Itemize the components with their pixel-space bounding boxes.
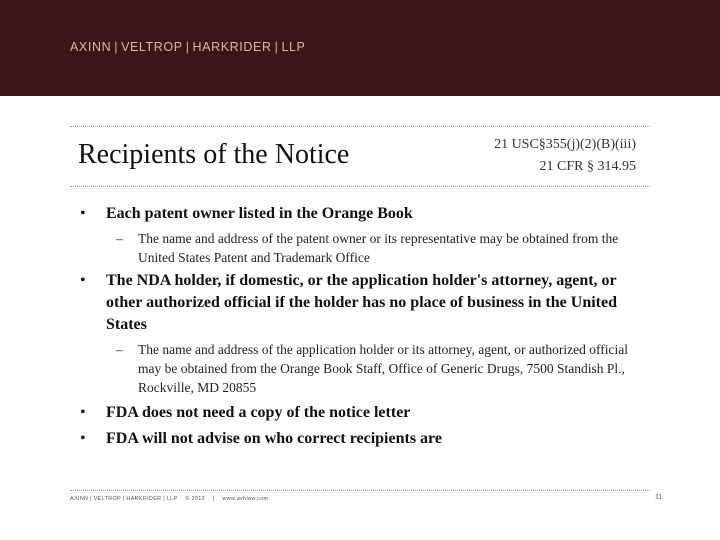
- logo-separator: |: [114, 40, 119, 54]
- sub-bullet-text: The name and address of the application holder or its attorney, agent, or authorized official may be obtained from the Orange Book Staff, Office of Generic Drugs, 7500 Standish Pl., Rockville, MD 20855: [138, 342, 628, 395]
- firm-logo: [70, 40, 305, 54]
- slide-title: Recipients of the Notice: [78, 139, 350, 170]
- bullet-item: [80, 402, 646, 424]
- logo-name-axinn: AXINN: [70, 40, 112, 54]
- bullet-text: Each patent owner listed in the Orange Book: [106, 205, 413, 222]
- logo-separator: |: [185, 40, 190, 54]
- logo-name-llp: LLP: [281, 40, 306, 54]
- footer-firm: AXINN | VELTROP | HARKRIDER | LLP: [70, 496, 178, 502]
- bullet-item: [80, 203, 646, 225]
- footer: [70, 496, 274, 502]
- dash-marker: –: [116, 342, 123, 357]
- bullet-marker: •: [80, 404, 86, 421]
- title-divider: [70, 186, 650, 187]
- footer-website: www.avhlaw.com: [222, 496, 269, 502]
- sub-bullet-item: [116, 229, 638, 267]
- bullet-marker: •: [80, 272, 86, 289]
- top-divider: [70, 126, 650, 127]
- bullet-text: The NDA holder, if domestic, or the application holder's attorney, agent, or other authorized official if the holder has no place of business in the United States: [106, 272, 617, 333]
- bullet-marker: •: [80, 430, 86, 447]
- sub-bullet-item: [116, 340, 638, 397]
- footer-divider-mark: |: [212, 496, 215, 502]
- citation-usc: 21 USC§355(j)(2)(B)(iii): [494, 137, 636, 152]
- footer-divider: [70, 490, 650, 491]
- logo-separator: |: [274, 40, 279, 54]
- header-banner: [0, 0, 720, 96]
- dash-marker: –: [116, 231, 123, 246]
- bullet-marker: •: [80, 205, 86, 222]
- bullet-text: FDA does not need a copy of the notice letter: [106, 404, 411, 421]
- logo-name-harkrider: HARKRIDER: [192, 40, 272, 54]
- footer-copyright: © 2012: [185, 496, 205, 502]
- bullet-item: [80, 270, 646, 336]
- bullet-text: FDA will not advise on who correct recipients are: [106, 430, 442, 447]
- bullet-item: [80, 428, 646, 450]
- logo-name-veltrop: VELTROP: [121, 40, 183, 54]
- sub-bullet-text: The name and address of the patent owner or its representative may be obtained from the United States Patent and Trademark Office: [138, 231, 619, 265]
- page-number: 11: [655, 494, 663, 501]
- citation-cfr: 21 CFR § 314.95: [539, 159, 636, 174]
- statute-citation: [494, 134, 636, 178]
